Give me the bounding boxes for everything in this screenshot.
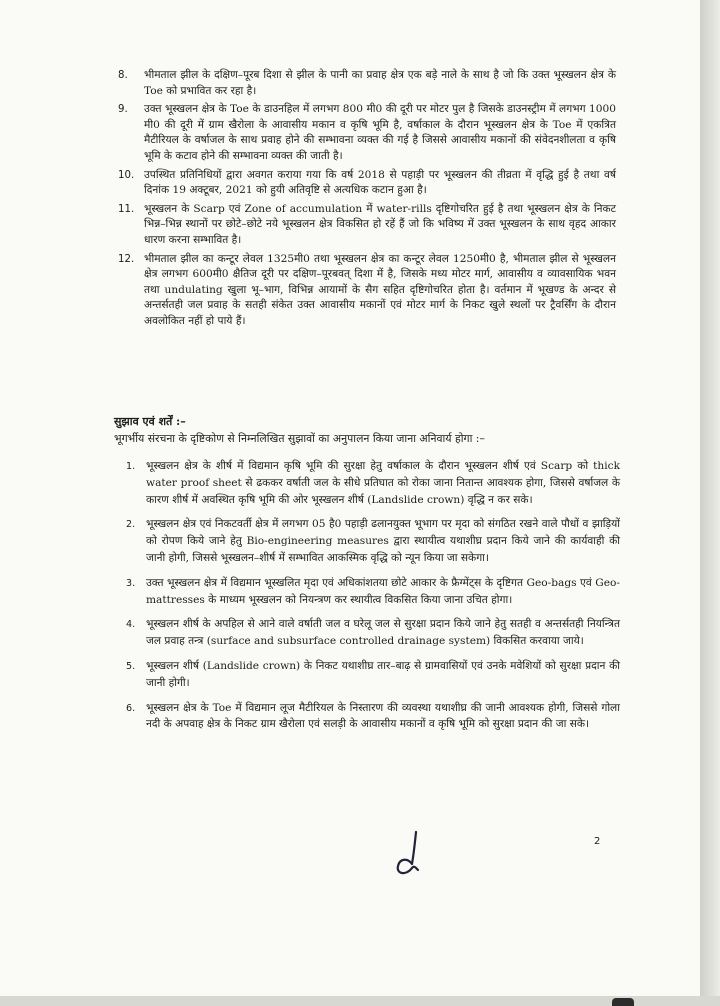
suggestion-text: भूस्खलन शीर्ष के अपहिल से आने वाले वर्षाती जल व घरेलू जल से सुरक्षा प्रदान किये जाने हेतु सतही व अन्तर्सतही नियन्त्रित जल प्रवाह तन्त्र (surface and subsurface controlled drainage system) विकसित करवाया जाये। [146,618,620,648]
suggestion-number: 1. [126,461,136,472]
observation-item [118,168,616,199]
suggestion-text: भूस्खलन क्षेत्र एवं निकटवर्ती क्षेत्र में लगभग 05 है0 पहाड़ी ढलानयुक्त भूभाग पर मृदा को संगठित रखने वाले पौधों व झाड़ियों को रोपण किये जाने हेतु Bio-engineering measures द्वारा स्थायीत्व यथाशीघ्र प्रदान किये जाने की कार्यवाही की जानी होगी, जिससे भूस्खलन–शीर्ष में सम्भावित आकस्मिक वृद्धि को न्यून किया जा सकेगा। [146,518,620,564]
suggestion-text: उक्त भूस्खलन क्षेत्र में विद्यमान भूस्खलित मृदा एवं अधिकांशतया छोटे आकार के फ्रैग्मेंट्स के दृष्टिगत Geo-bags एवं Geo-mattresses के माध्यम भूस्खलन को नियन्त्रण कर स्थायीत्व विकसित किया जाना उचित होगा। [146,576,620,606]
signature-stroke [382,828,446,880]
suggestions-list [126,458,620,741]
observation-item [118,202,616,249]
observation-item [118,252,616,330]
suggestions-heading: सुझाव एवं शर्तें :– [114,415,186,428]
suggestion-text: भूस्खलन शीर्ष (Landslide crown) के निकट यथाशीघ्र तार–बाढ़ से ग्रामवासियों एवं उनके मवेशियों को सुरक्षा प्रदान की जानी होगी। [146,659,620,689]
suggestion-item [126,516,620,566]
observation-number: 12. [118,253,135,265]
suggestion-item [126,658,620,692]
suggestion-number: 5. [126,660,136,672]
observation-number: 10. [118,169,135,181]
observation-text: उक्त भूस्खलन क्षेत्र के Toe के डाउनहिल में लगभग 800 मी0 की दूरी पर मोटर पुल है जिसके डाउनस्ट्रीम में लगभग 1000 मी0 की दूरी में ग्राम खैरोला के आवासीय मकान व कृषि भूमि है, वर्षाकाल के दौरान भूस्खलन क्षेत्र के Toe में एकत्रित मैटीरियल के वर्षाजल के साथ प्रवाह होने की सम्भावना व्यक्त की गई है जिससे आवासीय मकानों की संवेदनशीलता व कृषि भूमि के कटाव होने की सम्भावना व्यक्त की जाती है। [144,103,616,162]
observation-text: उपस्थित प्रतिनिधियों द्वारा अवगत कराया गया कि वर्ष 2018 से पहाड़ी पर भूस्खलन की तीव्रता में वृद्धि हुई है तथा वर्ष दिनांक 19 अक्टूबर, 2021 को हुयी अतिवृष्टि से अत्यधिक कटान हुआ है। [144,168,616,197]
suggestion-text: भूस्खलन क्षेत्र के शीर्ष में विद्यमान कृषि भूमि की सुरक्षा हेतु वर्षाकाल के दौरान भूस्खलन शीर्ष एवं Scarp को thick water proof sheet से ढककर वर्षाती जल के सीधे प्रतिघात को रोका जाना नितान्त आवश्यक होगा, जिससे वर्षाजल के कारण शीर्ष में अवस्थित कृषि भूमि की ओर भूस्खलन शीर्ष (Landslide crown) वृद्धि न कर सके। [146,460,620,506]
viewer-corner-icon [612,998,634,1006]
suggestion-number: 2. [126,519,136,531]
observation-item [118,68,616,99]
suggestion-item [126,700,620,734]
observation-number: 11. [118,203,135,215]
observation-text: भीमताल झील के दक्षिण–पूरब दिशा से झील के पानी का प्रवाह क्षेत्र एक बड़े नाले के साथ है जो कि उक्त भूस्खलन क्षेत्र के Toe को प्रभावित कर रहा है। [144,69,616,97]
suggestions-intro: भूगर्भीय संरचना के दृष्टिकोण से निम्नलिखित सुझावों का अनुपालन किया जाना अनिवार्य होगा :– [114,432,485,445]
observation-number: 8. [118,70,128,81]
suggestion-number: 4. [126,619,136,631]
observations-list [118,68,616,333]
suggestion-item [126,458,620,508]
observation-item [118,102,616,164]
paper-edge-shadow [700,0,720,1006]
observation-number: 9. [118,104,128,116]
suggestion-item [126,575,620,609]
handwritten-signature [382,828,446,880]
suggestion-text: भूस्खलन क्षेत्र के Toe में विद्यमान लूज मैटीरियल के निस्तारण की व्यवस्था यथाशीघ्र की जानी आवश्यक होगी, जिससे गोला नदी के अपवाह क्षेत्र के निकट ग्राम खैरोला एवं सलड़ी के आवासीय मकानों व कृषि भूमि को सुरक्षा प्रदान की जा सके। [146,701,620,731]
observation-text: भीमताल झील का कन्टूर लेवल 1325मी0 तथा भूस्खलन क्षेत्र का कन्टूर लेवल 1250मी0 है, भीमताल झील से भूस्खलन क्षेत्र लगभग 600मी0 क्षैतिज दूरी पर दक्षिण–पूरबवत् दिशा में है, जिसके मध्य मोटर मार्ग, आवासीय व व्यावसायिक भवन तथा undulating खुला भू–भाग, विभिन्न आयामों के सैग सहित दृष्टिगोचरित होता है। वर्तमान में भूखण्ड के अन्दर से अन्तर्सतही जल प्रवाह के सतही संकेत उक्त आवासीय मकानों एवं मोटर मार्ग के निकट खुले स्थलों पर ट्रैवर्सिंग के दौरान अवलोकित नहीं हो पाये हैं। [144,252,616,327]
suggestion-item [126,616,620,650]
page-number: 2 [594,836,601,847]
suggestion-number: 6. [126,702,136,714]
observation-text: भूस्खलन के Scarp एवं Zone of accumulation में water-rills दृष्टिगोचरित हुई है तथा भूस्खलन क्षेत्र के निकट भिन्न–भिन्न स्थानों पर छोटे–छोटे नये भूस्खलन क्षेत्र विकसित हो रहें हैं जो कि भविष्य में उक्त भूस्खलन के साथ वृहद आकार धारण करना सम्भावित है। [144,202,616,246]
suggestion-number: 3. [126,577,136,589]
